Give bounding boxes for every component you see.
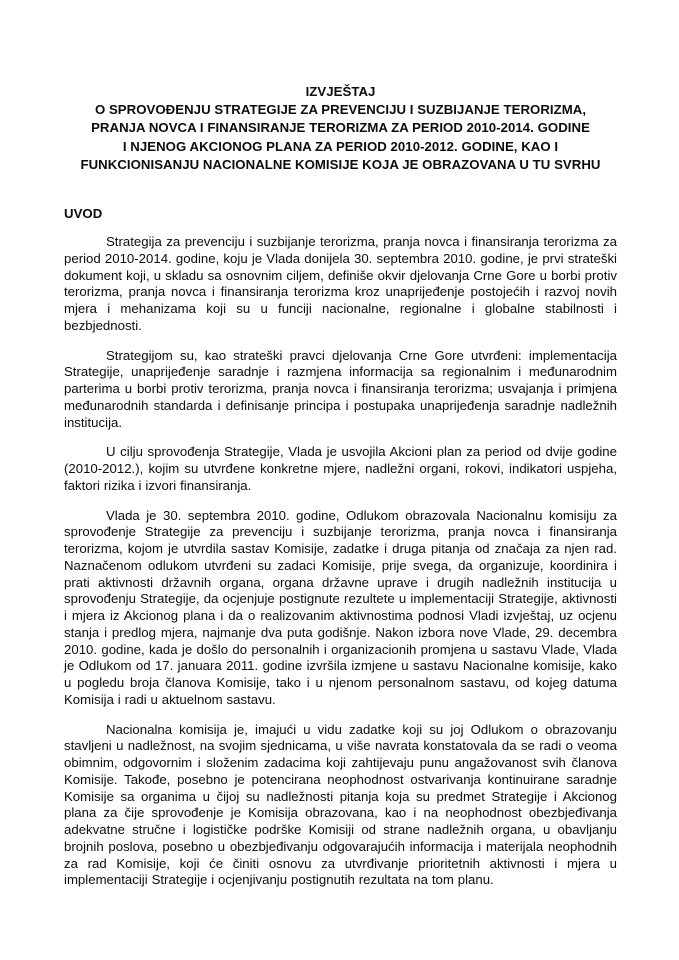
document-content <box>64 0 617 889</box>
paragraph: U cilju sprovođenja Strategije, Vlada je usvojila Akcioni plan za period od dvije godine (2010-2012.), kojim su utvrđene konkretne mjere, nadležni organi, rokovi, indikatori uspjeha, faktori rizika i izvori finansiranja. <box>64 444 617 493</box>
document-title-line-4: I NJENOG AKCIONOG PLANA ZA PERIOD 2010-2012. GODINE, KAO I <box>122 138 559 154</box>
document-title-line-1: IZVJEŠTAJ <box>305 84 376 99</box>
paragraph: Nacionalna komisija je, imajući u vidu zadatke koji su joj Odlukom o obrazovanju stavljeni u nadležnost, na svojim sjednicama, u više navrata konstatovala da se radi o veoma obimnim, odgovornim i složenim zadacima koji zahtijevaju punu angažovanost svih članova Komisije. Takođe, posebno je potencirana neophodnost ostvarivanja kontinuirane saradnje Komisije sa organima u čijoj su nadležnosti pitanja koja su predmet Strategije i Akcionog plana za čije sprovođenje je Komisija obrazovana, kao i na neophodnost obezbjeđivanja adekvatne stručne i logističke podrške Komisiji od strane nadležnih organa, u obavljanju brojnih poslova, posebno u obezbjeđivanju odgovarajućih informacija i materijala neophodnih za rad Komisije, koji će činiti osnovu za utvrđivanje prioritetnih aktivnosti i mjera u implementaciji Strategije i ocjenjivanju postignutih rezultata na tom planu. <box>64 721 617 888</box>
paragraph: Strategijom su, kao strateški pravci djelovanja Crne Gore utvrđeni: implementacija Strategije, unaprijeđenje saradnje i razmjena informacija sa regionalnim i međunarodnim parterima u borbi protiv terorizma, pranja novca i finansiranja terorizma; usvajanja i primjena međunarodnih standarda i definisanje principa i postupaka unaprijeđenja saradnje nadležnih institucija. <box>64 347 617 430</box>
paragraph: Vlada je 30. septembra 2010. godine, Odlukom obrazovala Nacionalnu komisiju za sprovođenje Strategije za prevenciju i suzbijanje terorizma, pranja novca i finansiranja terorizma, kojom je utvrdila sastav Komisije, zadatke i druga pitanja od značaja za njen rad. Naznačenom odlukom utvrđeni su zadaci Komisije, prije svega, da organizuje, koordinira i prati aktivnosti državnih organa, organa državne uprave i drugih nadležnih institucija u sprovođenju Strategije, da ocjenjuje postignute rezultete u implementaciji Strategije, aktivnosti i mjera iz Akcionog plana i da o realizovanim aktivnostima podnosi Vladi izvještaj, uz ocjenu stanja i predlog mjera, najmanje dva puta godišnje. Nakon izbora nove Vlade, 29. decembra 2010. godine, kada je došlo do personalnih i organizacionih promjena u sastavu Vlade, Vlada je Odlukom od 17. januara 2011. godine izvršila izmjene u sastavu Nacionalne komisije, kako u pogledu broja članova Komisije, tako i u njenom personalnom sastavu, od kojeg datuma Komisija i radi u aktuelnom sastavu. <box>64 507 617 707</box>
document-title-line-2: O SPROVOĐENJU STRATEGIJE ZA PREVENCIJU I SUZBIJANJE TERORIZMA, <box>94 102 587 118</box>
section-heading-uvod: UVOD <box>64 206 103 222</box>
document-title <box>64 0 617 174</box>
paragraph: Strategija za prevenciju i suzbijanje terorizma, pranja novca i finansiranja terorizma za period 2010-2014. godine, koju je Vlada donijela 30. septembra 2010. godine, je prvi strateški dokument koji, u skladu sa osnovnim ciljem, definiše okvir djelovanja Crne Gore u borbi protiv terorizma, pranja novca i finansiranja terorizma kroz unaprijeđenje postojećih i razvoj novih mjera i mehanizama koji su u funciji nacionalne, regionalne i globalne stabilnosti i bezbjednosti. <box>64 234 617 333</box>
document-title-line-3: PRANJA NOVCA I FINANSIRANJE TERORIZMA ZA PERIOD 2010-2014. GODINE <box>91 120 590 136</box>
document-body <box>64 222 617 889</box>
document-title-line-5: FUNKCIONISANJU NACIONALNE KOMISIJE KOJA JE OBRAZOVANA U TU SVRHU <box>80 156 601 172</box>
